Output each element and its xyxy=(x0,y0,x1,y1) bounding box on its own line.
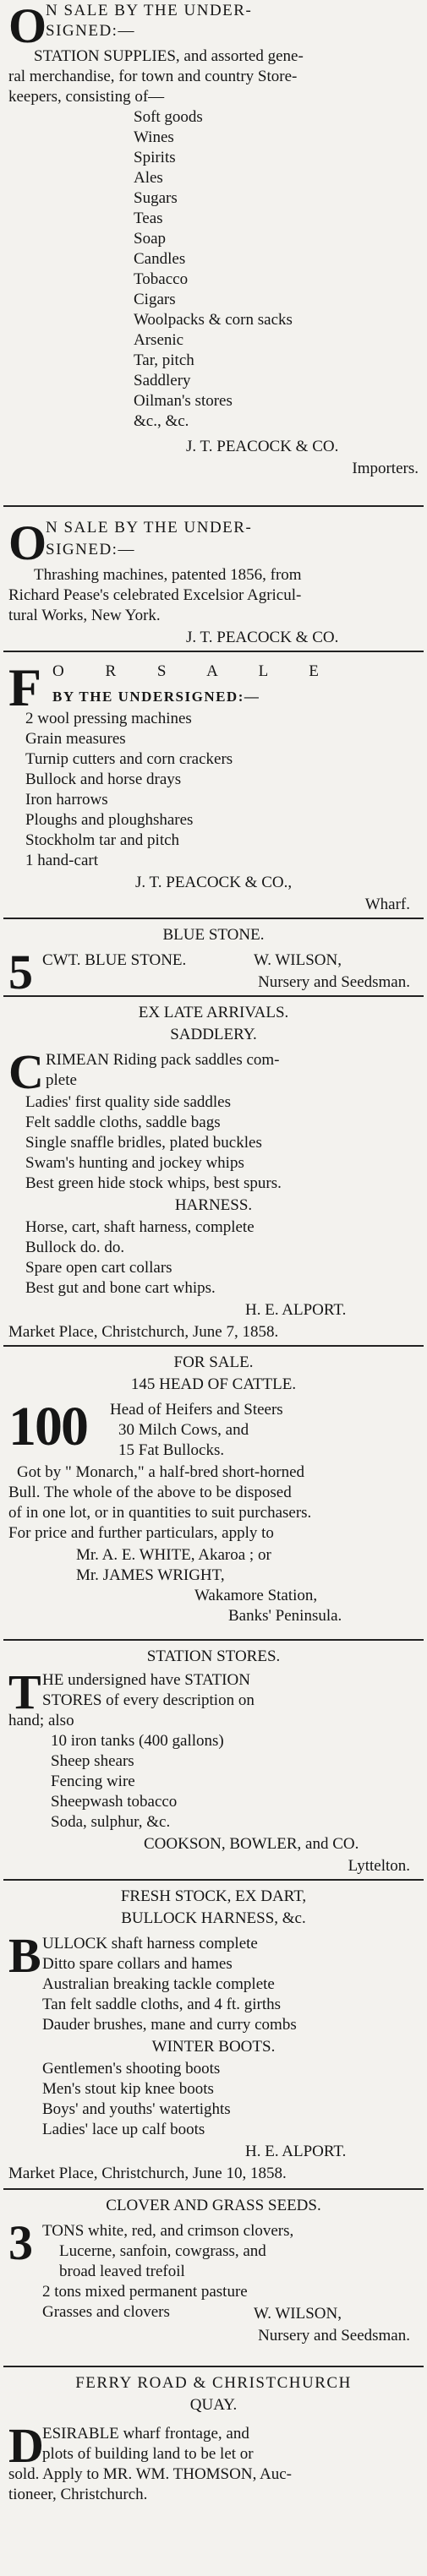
ad-line: tioneer, Christchurch. xyxy=(8,2486,148,2503)
ad-subtitle: HARNESS. xyxy=(174,1196,253,1214)
signature-sub: Wharf. xyxy=(364,896,410,913)
drop-cap: O xyxy=(8,0,47,53)
ad-line: hand; also xyxy=(8,1712,74,1729)
list-item: Spare open cart collars xyxy=(25,1259,172,1277)
ad-line: plete xyxy=(46,1071,77,1089)
list-item: Gentlemen's shooting boots xyxy=(42,2060,221,2078)
ad-heading: O R S A L E xyxy=(52,662,337,680)
list-item: Sheepwash tobacco xyxy=(51,1793,178,1811)
ad-line: 15 Fat Bullocks. xyxy=(118,1441,225,1459)
list-item: Swam's hunting and jockey whips xyxy=(25,1154,244,1172)
ad-title: CLOVER AND GRASS SEEDS. xyxy=(106,2197,321,2214)
ad-subtitle: SADDLERY. xyxy=(170,1026,257,1043)
signature-sub: Nursery and Seedsman. xyxy=(258,2327,410,2345)
ad-subtitle: 145 HEAD OF CATTLE. xyxy=(130,1375,297,1393)
contact-line: Wakamore Station, xyxy=(194,1587,318,1604)
body-line: of in one lot, or in quantities to suit purchasers. xyxy=(8,1504,312,1522)
ad-footer: Market Place, Christchurch, June 10, 1858. xyxy=(8,2165,287,2182)
list-item: 2 tons mixed permanent pasture xyxy=(42,2283,248,2301)
contact-line: Banks' Peninsula. xyxy=(228,1607,342,1625)
ad-line: ESIRABLE wharf frontage, and xyxy=(42,2425,249,2443)
list-item: Sheep shears xyxy=(51,1752,134,1770)
ad-line: Head of Heifers and Steers xyxy=(110,1401,283,1419)
divider xyxy=(3,651,424,652)
drop-cap: O xyxy=(8,515,47,570)
drop-cap: 5 xyxy=(8,945,33,999)
signature: W. WILSON, xyxy=(254,951,342,969)
ad-for-sale-machines xyxy=(8,656,419,913)
divider xyxy=(3,1639,424,1641)
list-item: Horse, cart, shaft harness, complete xyxy=(25,1218,255,1236)
list-item: Single snaffle bridles, plated buckles xyxy=(25,1134,262,1152)
ad-heading-cont: SIGNED:— xyxy=(46,541,135,558)
list-item: Australian breaking tackle complete xyxy=(42,1975,275,1993)
ad-heading: N SALE BY THE UNDER- xyxy=(46,2,253,19)
list-item: Arsenic xyxy=(134,331,184,349)
drop-cap: T xyxy=(8,1664,41,1719)
ad-line: Richard Pease's celebrated Excelsior Agricul- xyxy=(8,586,302,604)
list-item: &c., &c. xyxy=(134,412,189,430)
ad-line: RIMEAN Riding pack saddles com- xyxy=(46,1051,280,1069)
body-line: Got by " Monarch," a half-bred short-horned xyxy=(17,1463,304,1481)
signature-sub: Lyttelton. xyxy=(348,1857,410,1875)
ad-station-stores xyxy=(8,1644,419,1875)
ad-blue-stone xyxy=(8,923,419,1007)
list-item: Ales xyxy=(134,169,163,187)
ad-subtitle: WINTER BOOTS. xyxy=(151,2038,276,2056)
list-item: Cigars xyxy=(134,291,176,308)
list-item: 1 hand-cart xyxy=(25,852,98,869)
list-item: Best gut and bone cart whips. xyxy=(25,1279,216,1297)
list-item: 10 iron tanks (400 gallons) xyxy=(51,1732,224,1750)
ad-line: STORES of every description on xyxy=(42,1691,255,1709)
signature: J. T. PEACOCK & CO. xyxy=(186,438,339,455)
ad-line: 30 Milch Cows, and xyxy=(118,1421,249,1439)
ad-bullock-harness xyxy=(8,1884,419,2214)
signature: J. T. PEACOCK & CO., xyxy=(135,874,293,891)
divider xyxy=(3,2366,424,2367)
list-item: Woolpacks & corn sacks xyxy=(134,311,293,329)
ad-subtitle: QUAY. xyxy=(189,2396,238,2414)
ad-cattle xyxy=(8,1350,419,1625)
list-item: Teas xyxy=(134,210,163,227)
drop-cap: C xyxy=(8,1044,44,1099)
drop-cap: F xyxy=(8,657,42,717)
list-item: Ditto spare collars and hames xyxy=(42,1955,233,1973)
drop-cap: 3 xyxy=(8,2215,33,2270)
ad-line: TONS white, red, and crimson clovers, xyxy=(42,2222,294,2240)
ad-station-supplies xyxy=(8,0,419,515)
ad-subtitle: BULLOCK HARNESS, &c. xyxy=(121,1909,306,1927)
list-item: Oilman's stores xyxy=(134,392,233,410)
signature-sub: Nursery and Seedsman. xyxy=(258,973,410,991)
body-line: For price and further particulars, apply to xyxy=(8,1524,274,1542)
signature: J. T. PEACOCK & CO. xyxy=(186,629,339,646)
ad-footer: Market Place, Christchurch, June 7, 1858. xyxy=(8,1323,279,1341)
ad-thrashing-machines xyxy=(8,510,419,646)
ad-heading-cont: SIGNED:— xyxy=(46,22,135,40)
ad-line: STATION SUPPLIES, and assorted gene- xyxy=(34,47,304,65)
ad-line: plots of building land to be let or xyxy=(42,2445,254,2463)
list-item: Men's stout kip knee boots xyxy=(42,2080,214,2098)
list-item: Boys' and youths' watertights xyxy=(42,2100,231,2118)
divider xyxy=(3,995,424,997)
list-item: 2 wool pressing machines xyxy=(25,710,192,727)
divider xyxy=(3,1345,424,1347)
list-item: Soft goods xyxy=(134,108,203,126)
ad-line: Thrashing machines, patented 1856, from xyxy=(34,566,302,584)
list-item: Stockholm tar and pitch xyxy=(25,831,180,849)
list-item: Ladies' lace up calf boots xyxy=(42,2121,205,2138)
ad-clover-seeds xyxy=(8,2193,419,2362)
ad-heading: N SALE BY THE UNDER- xyxy=(46,519,253,536)
contact-line: Mr. A. E. WHITE, Akaroa ; or xyxy=(76,1546,271,1564)
list-item: Tobacco xyxy=(134,270,189,288)
list-item: Grain measures xyxy=(25,730,126,748)
ad-title: STATION STORES. xyxy=(146,1647,281,1665)
ad-line: HE undersigned have STATION xyxy=(42,1671,250,1689)
ad-line: keepers, consisting of— xyxy=(8,88,165,106)
list-item: Bullock and horse drays xyxy=(25,771,182,788)
list-item: Turnip cutters and corn crackers xyxy=(25,750,233,768)
list-item: Tar, pitch xyxy=(134,351,194,369)
list-item: Soda, sulphur, &c. xyxy=(51,1813,171,1831)
list-item: Tan felt saddle cloths, and 4 ft. girths xyxy=(42,1996,282,2013)
ad-line: CWT. BLUE STONE. xyxy=(42,951,187,969)
list-item: Wines xyxy=(134,128,174,146)
list-item: Candles xyxy=(134,250,186,268)
ad-line: tural Works, New York. xyxy=(8,607,161,624)
body-line: Bull. The whole of the above to be disposed xyxy=(8,1484,292,1501)
divider xyxy=(3,505,424,507)
signature: COOKSON, BOWLER, and CO. xyxy=(144,1835,359,1853)
divider xyxy=(3,1879,424,1881)
list-item: Saddlery xyxy=(134,372,191,389)
ad-line: broad leaved trefoil xyxy=(59,2263,185,2280)
list-item: Soap xyxy=(134,230,166,248)
ad-line: Lucerne, sanfoin, cowgrass, and xyxy=(59,2242,266,2260)
signature-sub: Importers. xyxy=(352,460,419,477)
list-item: Ploughs and ploughshares xyxy=(25,811,194,829)
ad-ferry-road xyxy=(8,2371,419,2573)
ad-heading-cont: BY THE UNDERSIGNED:— xyxy=(52,689,260,705)
ad-saddlery xyxy=(8,1000,419,1364)
list-item: Grasses and clovers xyxy=(42,2303,170,2321)
drop-cap: B xyxy=(8,1928,41,1983)
signature: H. E. ALPORT. xyxy=(245,1301,347,1319)
ad-line: ral merchandise, for town and country Store- xyxy=(8,68,298,85)
divider xyxy=(3,918,424,919)
list-item: Spirits xyxy=(134,149,176,166)
ad-title: BLUE STONE. xyxy=(162,926,265,944)
signature: W. WILSON, xyxy=(254,2305,342,2323)
list-item: Felt saddle cloths, saddle bags xyxy=(25,1114,221,1131)
list-item: Ladies' first quality side saddles xyxy=(25,1093,231,1111)
ad-title: EX LATE ARRIVALS. xyxy=(138,1004,289,1021)
signature: H. E. ALPORT. xyxy=(245,2143,347,2160)
ad-title: FRESH STOCK, EX DART, xyxy=(120,1887,307,1905)
drop-cap: 100 xyxy=(8,1396,87,1457)
drop-cap: D xyxy=(8,2418,44,2473)
ad-line: sold. Apply to MR. WM. THOMSON, Auc- xyxy=(8,2465,292,2483)
list-item: Sugars xyxy=(134,189,178,207)
contact-line: Mr. JAMES WRIGHT, xyxy=(76,1566,225,1584)
ad-line: ULLOCK shaft harness complete xyxy=(42,1935,258,1952)
list-item: Best green hide stock whips, best spurs. xyxy=(25,1174,282,1192)
ad-title: FERRY ROAD & CHRISTCHURCH xyxy=(75,2374,352,2392)
divider xyxy=(3,2188,424,2190)
list-item: Iron harrows xyxy=(25,791,108,809)
ad-title: FOR SALE. xyxy=(173,1353,254,1371)
list-item: Fencing wire xyxy=(51,1773,135,1790)
list-item: Bullock do. do. xyxy=(25,1239,125,1256)
list-item: Dauder brushes, mane and curry combs xyxy=(42,2016,297,2034)
